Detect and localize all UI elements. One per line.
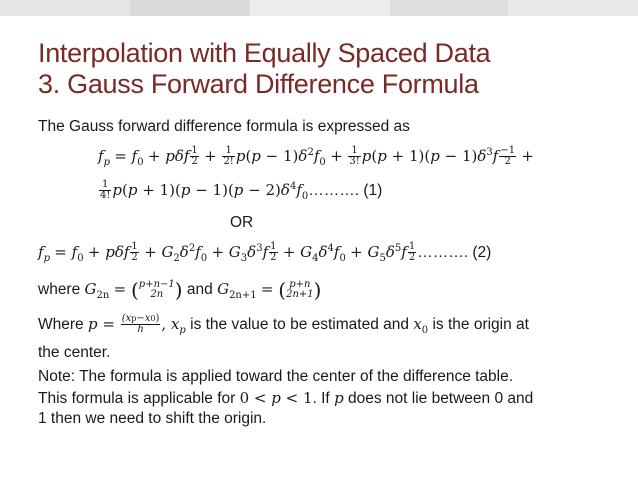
equation-1-label: ………. (1) bbox=[308, 182, 383, 199]
note-line-1: Note: The formula is applied toward the center of the difference table. bbox=[38, 368, 514, 385]
note-line-3: 1 then we need to shift the origin. bbox=[38, 410, 267, 427]
or-label: OR bbox=[230, 214, 254, 231]
where-p-text-b: is the origin at bbox=[432, 316, 529, 333]
p-definition-line: Where p = $\frac{(xp-x0)}{h}$ , $x_p$ is the value to be estimated and $x_0$ is the origin at bbox=[38, 313, 529, 336]
note-line-2: This formula is applicable for 0 < p < 1. If p does not lie between 0 and bbox=[38, 389, 534, 407]
g-definition-line: where $G_{2n}$ = ( p+n−1 2n ) and $G_{2n+1}$ = ( p+n 2n+1 ) bbox=[38, 277, 322, 302]
where-p-label: Where bbox=[38, 316, 84, 333]
note-line-2a: This formula is applicable for bbox=[38, 390, 236, 407]
note-line-2c: does not lie between 0 and bbox=[347, 390, 534, 407]
equation-2-label: ………. (2) bbox=[417, 244, 492, 261]
equation-1-line-b: $\frac{1}{4!}$ $p(p + 1)(p - 1)(p - 2)\delta^4f_0\dots\dots\dots$. (1) bbox=[100, 179, 383, 202]
slide-title-line-2: 3. Gauss Forward Difference Formula bbox=[38, 69, 479, 99]
where-p-text-c: the center. bbox=[38, 344, 111, 361]
where-label: where bbox=[38, 281, 81, 298]
note-line-2b: . If bbox=[312, 390, 330, 407]
equation-1-line-a: $f_p = f_0 + p\delta f$ $\frac{1}{2}$ + $\frac{1}{2!}$ $p(p - 1)\delta^2f_0$ + $\frac{1}{3!}$ $p(p + 1)(p - 1)\delta^3f$ $\frac{-1}{2}$ + bbox=[98, 145, 534, 168]
decorative-top-bar bbox=[0, 0, 638, 16]
intro-label: The Gauss forward difference formula is expressed as bbox=[38, 118, 410, 135]
equation-2: $f_p = f_0 + p\delta f$ $\frac{1}{2}$ + $G_2\delta^2f_0 + G_3\delta^3f$ $\frac{1}{2}$ + $G_4\delta^4f_0 + G_5\delta^5f$ $\frac{1}{2}$ ………. (2) bbox=[38, 241, 492, 264]
intro-text bbox=[38, 117, 410, 137]
slide-title-line-1: Interpolation with Equally Spaced Data bbox=[38, 38, 491, 68]
and-label: and bbox=[186, 281, 213, 298]
slide-title bbox=[38, 38, 490, 100]
where-p-text-a: is the value to be estimated and bbox=[190, 316, 409, 333]
